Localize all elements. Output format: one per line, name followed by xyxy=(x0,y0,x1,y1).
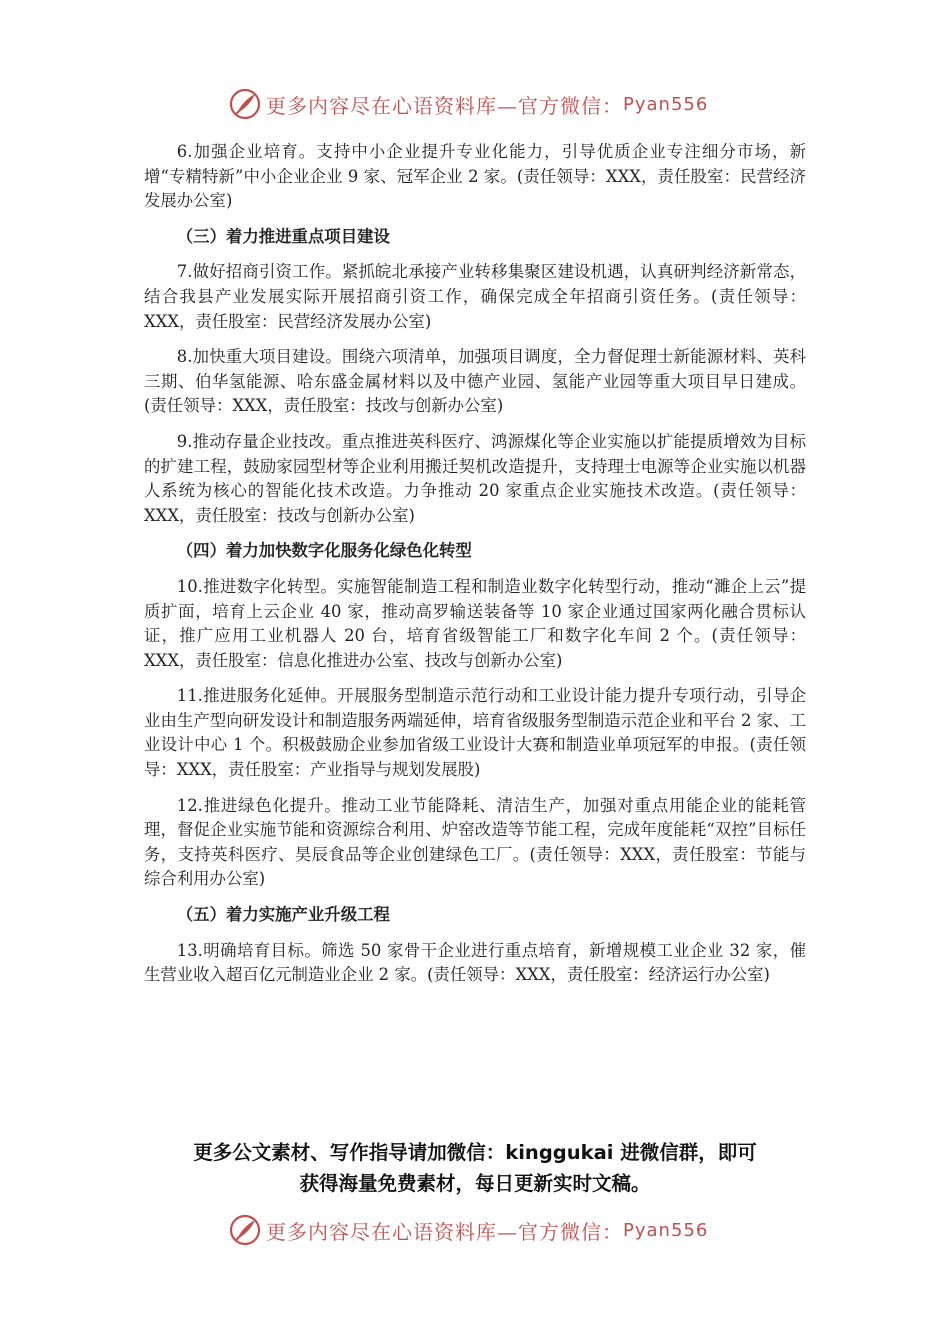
watermark-wechat-id: Pyan556 xyxy=(623,1219,709,1241)
document-body xyxy=(144,140,806,999)
watermark-footer xyxy=(228,1210,728,1250)
watermark-wechat-id: Pyan556 xyxy=(623,93,709,115)
watermark-text: 更多内容尽在心语资料库—官方微信： xyxy=(266,1219,623,1244)
paragraph-12: 12.推进绿色化提升。推动工业节能降耗、清洁生产，加强对重点用能企业的能耗管理，督促企业实施节能和资源综合利用、炉窑改造等节能工程，完成年度能耗“双控”目标任务，支持英科医疗、昊辰食品等企业创建绿色工厂。(责任领导：XXX，责任股室：节能与综合利用办公室) xyxy=(144,795,806,889)
paragraph-10: 10.推进数字化转型。实施智能制造工程和制造业数字化转型行动，推动“濉企上云”提质扩面，培育上云企业 40 家，推动高罗输送装备等 10 家企业通过国家两化融合贯标认证，推广应用工业机器人 20 台，培育省级智能工厂和数字化车间 2 个。(责任领导：XXX，责任股室：信息化推进办公室、技改与创新办公室) xyxy=(144,576,806,670)
quill-pen-icon xyxy=(228,87,262,121)
watermark-text: 更多内容尽在心语资料库—官方微信： xyxy=(266,93,623,118)
section-heading-4: （四）着力加快数字化服务化绿色化转型 xyxy=(176,541,472,561)
paragraph-7: 7.做好招商引资工作。紧抓皖北承接产业转移集聚区建设机遇，认真研判经济新常态，结合我县产业发展实际开展招商引资工作，确保完成全年招商引资任务。(责任领导：XXX，责任股室：民营经济发展办公室) xyxy=(144,262,806,331)
paragraph-8: 8.加快重大项目建设。围绕六项清单，加强项目调度，全力督促理士新能源材料、英科三期、伯华氢能源、哈东盛金属材料以及中德产业园、氢能产业园等重大项目早日建成。(责任领导：XXX，责任股室：技改与创新办公室) xyxy=(144,347,806,416)
paragraph-9: 9.推动存量企业技改。重点推进英科医疗、鸿源煤化等企业实施以扩能提质增效为目标的扩建工程，鼓励家园型材等企业利用搬迁契机改造提升，支持理士电源等企业实施以机器人系统为核心的智能化技术改造。力争推动 20 家重点企业实施技术改造。(责任领导：XXX，责任股室：技改与创新办公室) xyxy=(144,431,806,525)
footer-promo xyxy=(140,1137,810,1199)
paragraph-6: 6.加强企业培育。支持中小企业提升专业化能力，引导优质企业专注细分市场，新增“专精特新”中小企业企业 9 家、冠军企业 2 家。(责任领导：XXX，责任股室：民营经济发展办公室) xyxy=(144,142,806,211)
watermark-header xyxy=(228,84,728,124)
section-heading-3: （三）着力推进重点项目建设 xyxy=(176,226,390,246)
footer-promo-line-2: 获得海量免费素材，每日更新实时文稿。 xyxy=(299,1172,651,1195)
section-heading-5: （五）着力实施产业升级工程 xyxy=(176,905,390,925)
paragraph-11: 11.推进服务化延伸。开展服务型制造示范行动和工业设计能力提升专项行动，引导企业由生产型向研发设计和制造服务两端延伸，培育省级服务型制造示范企业和平台 2 家、工业设计中心 1 个。积极鼓励企业参加省级工业设计大赛和制造业单项冠军的申报。(责任领导：XXX，责任股室：产业指导与规划发展股) xyxy=(144,686,806,780)
paragraph-13: 13.明确培育目标。筛选 50 家骨干企业进行重点培育，新增规模工业企业 32 家，催生营业收入超百亿元制造业企业 2 家。(责任领导：XXX，责任股室：经济运行办公室) xyxy=(144,940,806,985)
footer-promo-line-1: 更多公文素材、写作指导请加微信：kinggukai 进微信群，即可 xyxy=(193,1141,757,1164)
quill-pen-icon xyxy=(228,1213,262,1247)
